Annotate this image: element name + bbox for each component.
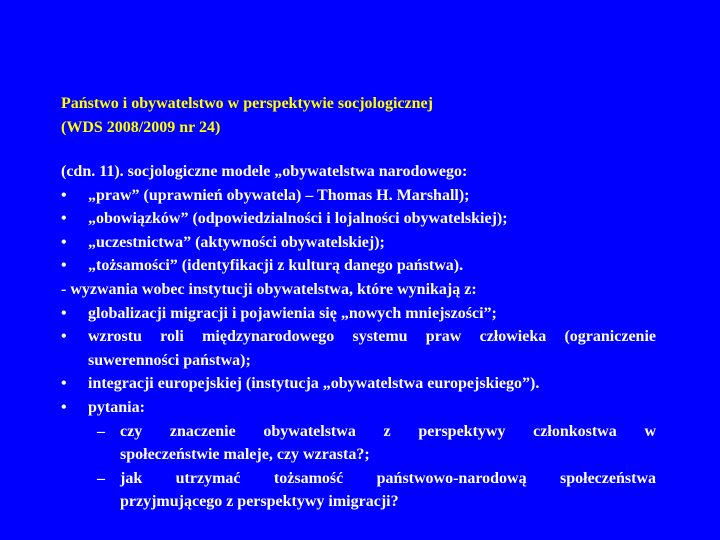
sub-list-item-text-line-2: przyjmującego z perspektywy imigracji? bbox=[120, 493, 399, 511]
list-item-text: „uczestnictwa” (aktywności obywatelskiej); bbox=[88, 233, 385, 251]
slide-body bbox=[61, 160, 656, 514]
list-item-model-participation bbox=[61, 231, 656, 255]
challenges-heading: - wyzwania wobec instytucji obywatelstwa, które wynikają z: bbox=[61, 280, 477, 298]
list-item-text-line-1: wzrostu roli międzynarodowego systemu praw człowieka (ograniczenie bbox=[88, 328, 656, 346]
list-item-model-rights bbox=[61, 184, 656, 208]
sub-list-item-text-line-2: społeczeństwie maleje, czy wzrasta?; bbox=[120, 446, 370, 464]
sub-list-item-question-1 bbox=[61, 420, 656, 467]
dash-icon: – bbox=[97, 469, 105, 487]
list-item-text: pytania: bbox=[88, 398, 145, 416]
title-line-1: Państwo i obywatelstwo w perspektywie socjologicznej bbox=[61, 95, 433, 112]
list-item-text: integracji europejskiej (instytucja „obywatelstwa europejskiego”). bbox=[88, 375, 540, 393]
bullet-icon: • bbox=[61, 233, 67, 251]
bullet-icon: • bbox=[61, 210, 67, 228]
intro-text: (cdn. 11). socjologiczne modele „obywatelstwa narodowego: bbox=[61, 163, 468, 180]
list-item-text: „obowiązków” (odpowiedzialności i lojalności obywatelskiej); bbox=[88, 210, 508, 228]
sub-list-item-text-line-1: czy znaczenie obywatelstwa z perspektywy członkostwa w bbox=[120, 422, 656, 440]
list-item-challenge-european-integration bbox=[61, 372, 656, 396]
bullet-icon: • bbox=[61, 375, 67, 393]
list-item-challenge-questions bbox=[61, 396, 656, 420]
title-line-2: (WDS 2008/2009 nr 24) bbox=[61, 119, 221, 136]
list-item-text: globalizacji migracji i pojawienia się „nowych mniejszości”; bbox=[88, 304, 497, 322]
bullet-icon: • bbox=[61, 186, 67, 204]
sub-list-item-question-2 bbox=[61, 467, 656, 514]
list-item-model-duties bbox=[61, 207, 656, 231]
bullet-icon: • bbox=[61, 257, 67, 275]
bullet-icon: • bbox=[61, 328, 67, 346]
list-item-text: „praw” (uprawnień obywatela) – Thomas H. Marshall); bbox=[88, 186, 470, 204]
list-item-text: „tożsamości” (identyfikacji z kulturą danego państwa). bbox=[88, 257, 464, 275]
bullet-icon: • bbox=[61, 304, 67, 322]
list-item-challenge-migration bbox=[61, 302, 656, 326]
slide-title bbox=[61, 92, 681, 140]
list-item-model-identity bbox=[61, 254, 656, 278]
list-item-challenge-human-rights bbox=[61, 325, 656, 372]
sub-list-item-text-line-1: jak utrzymać tożsamość państwowo-narodową społeczeństwa bbox=[120, 469, 656, 487]
bullet-icon: • bbox=[61, 398, 67, 416]
list-item-text-line-2: suwerenności państwa); bbox=[88, 351, 251, 369]
dash-icon: – bbox=[97, 422, 105, 440]
